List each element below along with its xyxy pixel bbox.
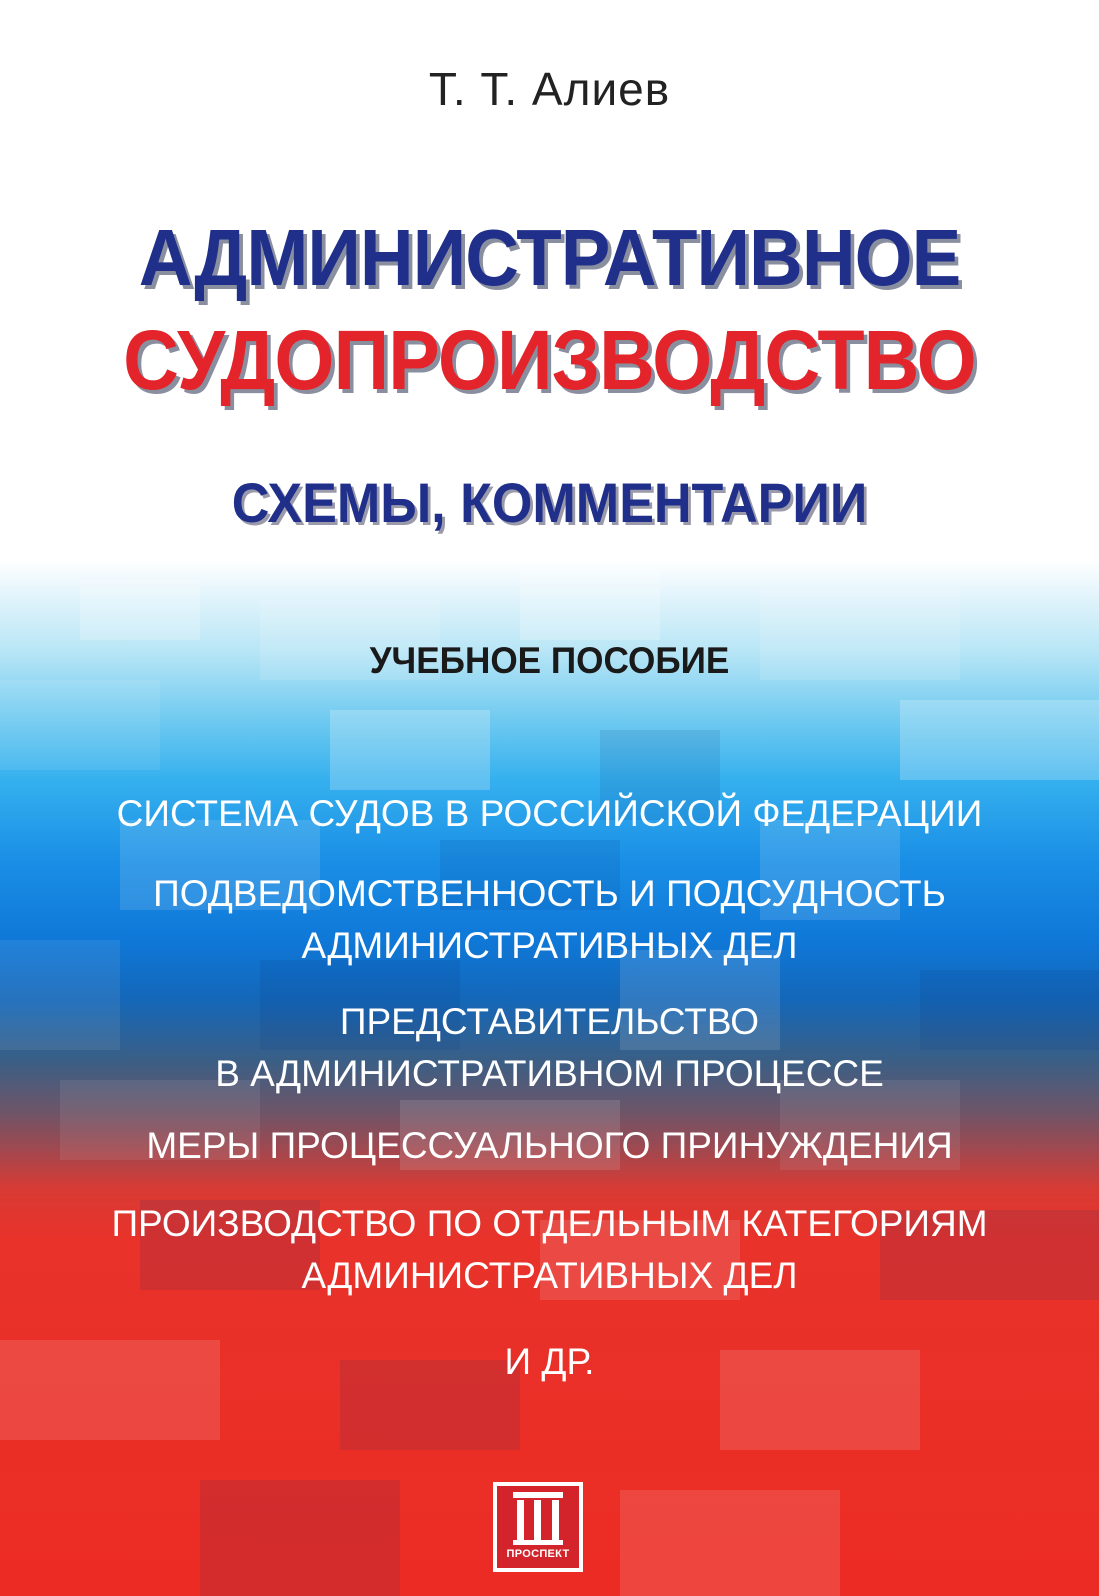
topic-line: АДМИНИСТРАТИВНЫХ ДЕЛ	[301, 1255, 798, 1296]
topic-line: МЕРЫ ПРОЦЕССУАЛЬНОГО ПРИНУЖДЕНИЯ	[146, 1125, 953, 1166]
book-type-label: УЧЕБНОЕ ПОСОБИЕ	[369, 640, 730, 681]
topic-line: И ДР.	[504, 1341, 595, 1382]
topic-line: ПРОИЗВОДСТВО ПО ОТДЕЛЬНЫМ КАТЕГОРИЯМ	[111, 1203, 988, 1244]
topic-item	[0, 996, 1099, 1100]
title-line-1: АДМИНИСТРАТИВНОЕ	[138, 213, 961, 302]
topic-item	[0, 868, 1099, 972]
publisher-logo-icon	[493, 1482, 583, 1572]
topic-item	[0, 1198, 1099, 1302]
topic-item	[0, 788, 1099, 840]
title-line-2: СУДОПРОИЗВОДСТВО	[123, 313, 976, 407]
subtitle: СХЕМЫ, КОММЕНТАРИИ	[231, 471, 868, 534]
topic-line: ПОДВЕДОМСТВЕННОСТЬ И ПОДСУДНОСТЬ	[153, 873, 946, 914]
topic-item	[0, 1336, 1099, 1388]
topic-line: АДМИНИСТРАТИВНЫХ ДЕЛ	[301, 925, 798, 966]
topic-item	[0, 1120, 1099, 1172]
topic-line: СИСТЕМА СУДОВ В РОССИЙСКОЙ ФЕДЕРАЦИИ	[116, 793, 983, 834]
topic-line: ПРЕДСТАВИТЕЛЬСТВО	[339, 1001, 760, 1042]
author-name: Т. Т. Алиев	[428, 63, 671, 115]
topic-line: В АДМИНИСТРАТИВНОМ ПРОЦЕССЕ	[215, 1053, 884, 1094]
publisher-name: ПРОСПЕКТ	[506, 1548, 570, 1560]
